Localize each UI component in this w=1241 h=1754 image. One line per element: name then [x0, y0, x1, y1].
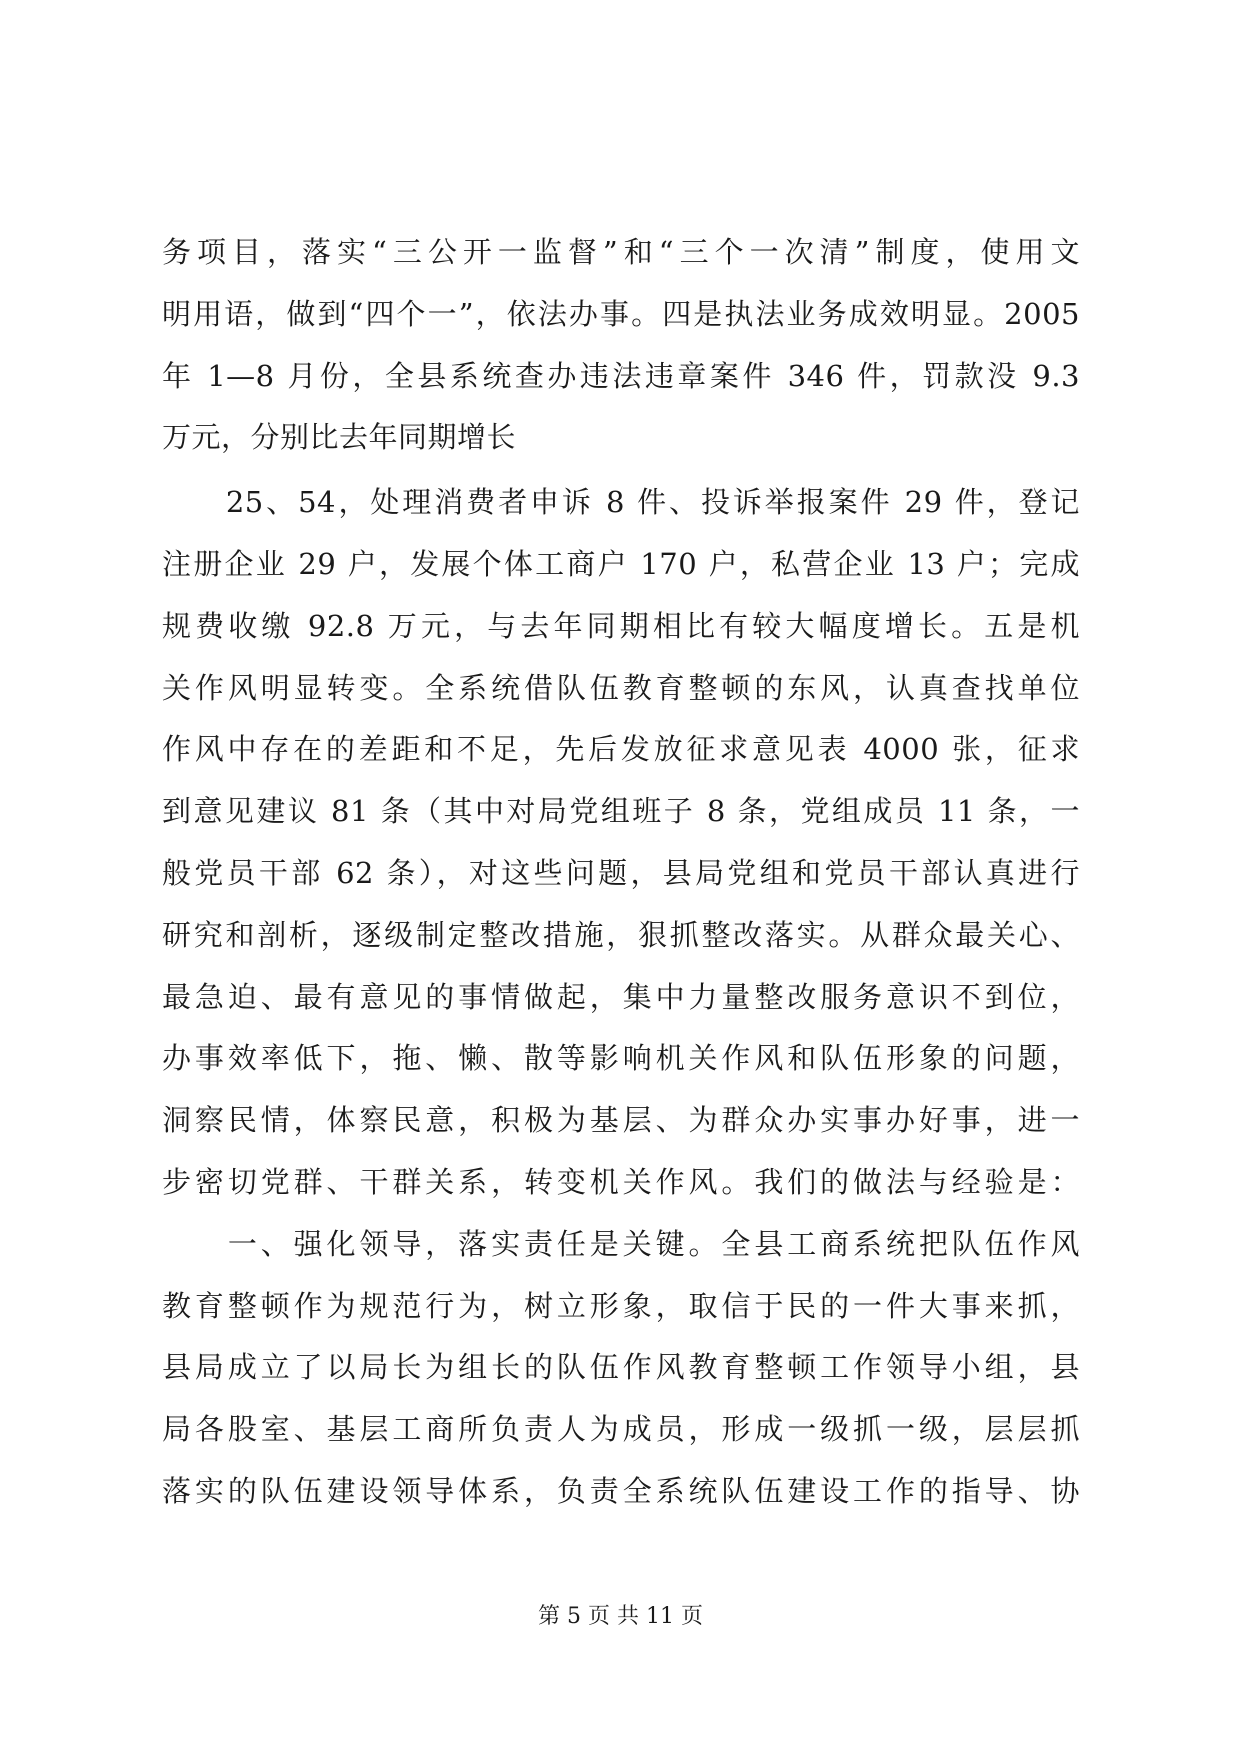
text-line: 教育整顿作为规范行为，树立形象，取信于民的一件大事来抓，: [162, 1288, 1080, 1323]
text-line: 般党员干部 62 条），对这些问题，县局党组和党员干部认真进行: [162, 855, 1080, 890]
text-line: 到意见建议 81 条（其中对局党组班子 8 条，党组成员 11 条，一: [162, 794, 1080, 829]
text-line: 最急迫、最有意见的事情做起，集中力量整改服务意识不到位，: [162, 979, 1080, 1014]
document-body: [162, 222, 1080, 1523]
text-line: 万元，分别比去年同期增长: [162, 420, 517, 455]
text-line: 洞察民情，体察民意，积极为基层、为群众办实事办好事，进一: [162, 1103, 1080, 1138]
text-line: 作风中存在的差距和不足，先后发放征求意见表 4000 张，征求: [162, 732, 1080, 767]
text-line: 关作风明显转变。全系统借队伍教育整顿的东风，认真查找单位: [162, 670, 1080, 705]
page-number: 第 5 页 共 11 页: [538, 1604, 703, 1629]
text-line: 办事效率低下，拖、懒、散等影响机关作风和队伍形象的问题，: [162, 1041, 1080, 1076]
text-line: 规费收缴 92.8 万元，与去年同期相比有较大幅度增长。五是机: [162, 608, 1080, 643]
text-line: 25、54，处理消费者申诉 8 件、投诉举报案件 29 件，登记: [162, 485, 1080, 520]
text-line: 明用语，做到“四个一”，依法办事。四是执法业务成效明显。2005: [162, 296, 1080, 331]
text-line: 县局成立了以局长为组长的队伍作风教育整顿工作领导小组，县: [162, 1350, 1080, 1385]
text-line: 年 1—8 月份，全县系统查办违法违章案件 346 件，罚款没 9.3: [162, 358, 1080, 393]
text-line: 研究和剖析，逐级制定整改措施，狠抓整改落实。从群众最关心、: [162, 917, 1080, 952]
text-line: 务项目，落实“三公开一监督”和“三个一次清”制度，使用文: [162, 235, 1080, 269]
text-line: 一、强化领导，落实责任是关键。全县工商系统把队伍作风: [162, 1226, 1080, 1261]
text-line: 步密切党群、干群关系，转变机关作风。我们的做法与经验是：: [162, 1164, 1080, 1199]
text-line: 注册企业 29 户，发展个体工商户 170 户，私营企业 13 户；完成: [162, 546, 1080, 581]
text-line: 局各股室、基层工商所负责人为成员，形成一级抓一级，层层抓: [162, 1412, 1080, 1447]
page-footer: [0, 1602, 1241, 1632]
text-line: 落实的队伍建设领导体系，负责全系统队伍建设工作的指导、协: [162, 1473, 1080, 1508]
